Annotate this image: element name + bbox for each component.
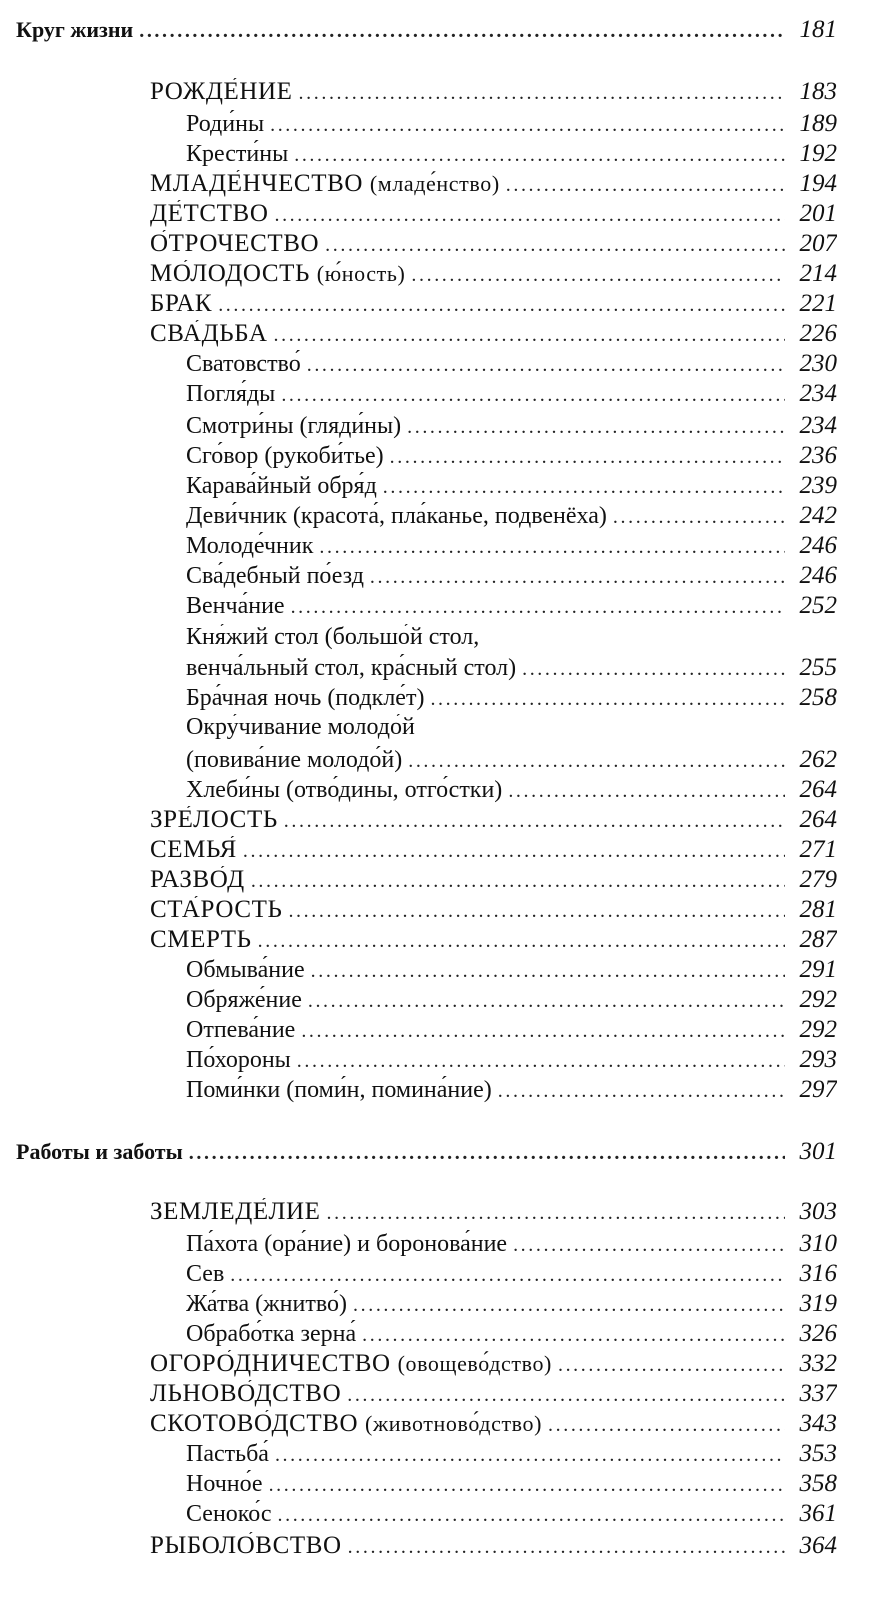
- toc-entry-continued: [186, 714, 837, 741]
- toc-entry: [186, 532, 837, 560]
- dot-leader: [362, 1324, 785, 1347]
- toc-entry: [150, 320, 837, 348]
- toc-page-number: 326: [799, 1320, 837, 1347]
- toc-entry: [150, 1410, 837, 1438]
- dot-leader: [513, 1234, 785, 1257]
- toc-page-number: 361: [799, 1500, 837, 1527]
- dot-leader: [258, 930, 785, 953]
- toc-entry: [150, 896, 837, 924]
- toc-entry: [186, 1016, 837, 1044]
- toc-page-number: 201: [799, 200, 837, 227]
- dot-leader: [353, 1294, 785, 1317]
- toc-entry-title: Роди́ны: [186, 111, 265, 137]
- toc-entry-title: СЕМЬЯ́: [150, 836, 237, 863]
- toc-page-number: 358: [799, 1470, 837, 1497]
- toc-page-number: 194: [799, 170, 837, 197]
- toc-page-number: 258: [799, 684, 837, 711]
- toc-entry: [186, 1260, 837, 1288]
- toc-entry: [186, 412, 837, 440]
- toc-entry-title: Обрабо́тка зерна́: [186, 1321, 357, 1347]
- toc-entry-title: венча́льный стол, кра́сный стол): [186, 655, 517, 681]
- toc-entry-title: Бра́чная ночь (подкле́т): [186, 685, 425, 711]
- toc-page-number: 236: [799, 442, 837, 469]
- toc-page-number: 279: [799, 866, 837, 893]
- dot-leader: [230, 1264, 785, 1287]
- toc-entry-title: ОГОРО́ДНИЧЕСТВО (овощево́дство): [150, 1350, 552, 1377]
- toc-page-number: 287: [799, 926, 837, 953]
- dot-leader: [347, 1384, 785, 1407]
- toc-entry-title: Работы и заботы: [16, 1139, 183, 1164]
- toc-entry-title: Смотри́ны (гляди́ны): [186, 413, 402, 439]
- toc-page-number: 291: [799, 956, 837, 983]
- toc-entry-title: СКОТОВО́ДСТВО (животново́дство): [150, 1410, 543, 1437]
- toc-entry: [150, 78, 837, 106]
- toc-entry: [186, 1320, 837, 1348]
- toc-page-number: 192: [799, 140, 837, 167]
- toc-page-number: 353: [799, 1440, 837, 1467]
- dot-leader: [327, 1202, 785, 1225]
- dot-leader: [251, 870, 785, 893]
- dot-leader: [139, 20, 785, 43]
- toc-entry: [186, 1290, 837, 1318]
- toc-entry: [186, 1440, 837, 1468]
- toc-entry-title: РАЗВО́Д: [150, 866, 245, 893]
- toc-entry-title: Круг жизни: [16, 17, 134, 42]
- toc-page-number: 319: [799, 1290, 837, 1317]
- toc-entry: [186, 1076, 837, 1104]
- toc-entry-title: Жа́тва (жнитво́): [186, 1291, 348, 1317]
- toc-page-number: 221: [799, 290, 837, 317]
- toc-entry-title: Деви́чник (красота́, пла́канье, подвенёха): [186, 503, 607, 529]
- toc-entry-title: МЛАДЕ́НЧЕСТВО (младе́нство): [150, 170, 500, 197]
- dot-leader: [270, 114, 785, 137]
- toc-entry-title: Сеноко́с: [186, 1501, 272, 1527]
- toc-entry-title: Пастьба́: [186, 1441, 269, 1467]
- toc-entry: [186, 350, 837, 378]
- toc-entry-title: СМЕРТЬ: [150, 926, 252, 953]
- toc-page-number: 246: [799, 532, 837, 559]
- toc-entry-title: По́хороны: [186, 1047, 291, 1073]
- dot-leader: [294, 144, 785, 167]
- toc-page-number: 292: [799, 986, 837, 1013]
- toc-page-number: 207: [799, 230, 837, 257]
- dot-leader: [299, 82, 785, 105]
- toc-entry: [186, 746, 837, 774]
- toc-entry-title: Сва́дебный по́езд: [186, 563, 364, 589]
- toc-entry-title: Крести́ны: [186, 141, 289, 167]
- toc-page-number: 364: [799, 1532, 837, 1559]
- toc-entry: [186, 654, 837, 682]
- toc-entry: [186, 502, 837, 530]
- toc-page-number: 271: [799, 836, 837, 863]
- toc-entry-title: Ночно́е: [186, 1471, 263, 1497]
- dot-leader: [269, 1474, 785, 1497]
- toc-entry: [150, 230, 837, 258]
- toc-page-number: 262: [799, 746, 837, 773]
- toc-page-number: 234: [799, 412, 837, 439]
- toc-entry: [150, 290, 837, 318]
- toc-entry: [186, 472, 837, 500]
- dot-leader: [278, 1504, 786, 1527]
- toc-entry-title: Окру́чивание молодо́й: [186, 714, 415, 740]
- toc-entry-title: РОЖДЕ́НИЕ: [150, 78, 293, 105]
- dot-leader: [613, 506, 785, 529]
- toc-entry-title: СВА́ДЬБА: [150, 320, 268, 347]
- dot-leader: [408, 750, 785, 773]
- toc-page-number: 303: [799, 1198, 837, 1225]
- dot-leader: [348, 1536, 785, 1559]
- dot-leader: [319, 536, 785, 559]
- toc-entry: [150, 170, 837, 198]
- dot-leader: [508, 780, 785, 803]
- toc-entry-title: РЫБОЛО́ВСТВО: [150, 1532, 342, 1559]
- toc-page-number: 242: [799, 502, 837, 529]
- toc-entry: [186, 1046, 837, 1074]
- toc-page-number: 337: [799, 1380, 837, 1407]
- dot-leader: [307, 354, 785, 377]
- toc-entry: [186, 562, 837, 590]
- dot-leader: [558, 1354, 785, 1377]
- toc-entry-title: Отпева́ние: [186, 1017, 296, 1043]
- toc-entry-title: ЗРЕ́ЛОСТЬ: [150, 806, 278, 833]
- toc-entry-title: СТА́РОСТЬ: [150, 896, 283, 923]
- toc-entry-title: ЗЕМЛЕДЕ́ЛИЕ: [150, 1198, 321, 1225]
- toc-section-heading: [16, 1138, 837, 1166]
- toc-entry: [150, 1380, 837, 1408]
- toc-section-heading: [16, 16, 837, 44]
- toc-entry: [186, 1470, 837, 1498]
- dot-leader: [274, 324, 785, 347]
- toc-page-number: 343: [799, 1410, 837, 1437]
- toc-entry-title: Молоде́чник: [186, 533, 314, 559]
- dot-leader: [325, 234, 785, 257]
- toc-entry-continued: [186, 624, 837, 651]
- toc-entry-title: Па́хота (ора́ние) и боронова́ние: [186, 1231, 508, 1257]
- toc-entry-title: (повива́ние молодо́й): [186, 747, 403, 773]
- dot-leader: [311, 960, 785, 983]
- dot-leader: [548, 1414, 785, 1437]
- toc-entry-title: Обряже́ние: [186, 987, 302, 1013]
- toc-page-number: 226: [799, 320, 837, 347]
- toc-entry-title: БРАК: [150, 290, 213, 317]
- toc-entry-title: Поми́нки (поми́н, помина́ние): [186, 1077, 492, 1103]
- dot-leader: [407, 416, 785, 439]
- toc-entry: [186, 956, 837, 984]
- toc-entry: [186, 684, 837, 712]
- dot-leader: [218, 294, 785, 317]
- dot-leader: [301, 1020, 785, 1043]
- toc-page-number: 293: [799, 1046, 837, 1073]
- toc-page-number: 255: [799, 654, 837, 681]
- toc-entry-title: Сватовство́: [186, 351, 301, 377]
- dot-leader: [288, 900, 785, 923]
- toc-entry-title: ЛЬНОВО́ДСТВО: [150, 1380, 342, 1407]
- dot-leader: [189, 1142, 785, 1165]
- toc-entry: [150, 260, 837, 288]
- dot-leader: [506, 174, 785, 197]
- toc-entry: [150, 806, 837, 834]
- toc-entry: [150, 200, 837, 228]
- toc-entry: [186, 592, 837, 620]
- toc-page-number: 252: [799, 592, 837, 619]
- toc-page-number: 316: [799, 1260, 837, 1287]
- dot-leader: [411, 264, 785, 287]
- dot-leader: [370, 566, 785, 589]
- toc-page-number: 183: [799, 78, 837, 105]
- toc-page-number: 189: [799, 110, 837, 137]
- dot-leader: [284, 810, 785, 833]
- dot-leader: [498, 1080, 785, 1103]
- dot-leader: [274, 204, 785, 227]
- dot-leader: [308, 990, 785, 1013]
- dot-leader: [430, 688, 785, 711]
- dot-leader: [383, 476, 785, 499]
- dot-leader: [291, 596, 785, 619]
- toc-entry: [186, 986, 837, 1014]
- toc-entry: [186, 776, 837, 804]
- toc-entry-title: МО́ЛОДОСТЬ (ю́ность): [150, 260, 406, 287]
- toc-page-number: 234: [799, 380, 837, 407]
- toc-page-number: 297: [799, 1076, 837, 1103]
- toc-entry: [186, 1230, 837, 1258]
- toc-page-number: 239: [799, 472, 837, 499]
- toc-entry: [150, 866, 837, 894]
- toc-page-number: 181: [799, 16, 837, 43]
- toc-page-number: 301: [799, 1138, 837, 1165]
- dot-leader: [281, 384, 785, 407]
- dot-leader: [243, 840, 785, 863]
- toc-entry: [150, 836, 837, 864]
- toc-entry: [150, 1198, 837, 1226]
- dot-leader: [522, 658, 785, 681]
- toc-page-number: 214: [799, 260, 837, 287]
- toc-entry-title: Обмыва́ние: [186, 957, 305, 983]
- toc-entry-title: Карава́йный обря́д: [186, 473, 377, 499]
- toc-entry-title: Венча́ние: [186, 593, 285, 619]
- toc-page-number: 230: [799, 350, 837, 377]
- toc-entry: [186, 140, 837, 168]
- toc-entry: [150, 1350, 837, 1378]
- toc-page-number: 264: [799, 776, 837, 803]
- toc-page-number: 246: [799, 562, 837, 589]
- toc-entry: [186, 442, 837, 470]
- toc-entry-title: Сго́вор (рукоби́тье): [186, 443, 384, 469]
- toc-entry-title: О́ТРОЧЕСТВО: [150, 230, 320, 257]
- toc-entry: [186, 1500, 837, 1528]
- toc-entry: [186, 380, 837, 408]
- dot-leader: [390, 446, 785, 469]
- toc-page-number: 310: [799, 1230, 837, 1257]
- toc-entry-title: Кня́жий стол (большо́й стол,: [186, 624, 480, 650]
- toc-entry-title: Сев: [186, 1261, 225, 1287]
- toc-page-number: 264: [799, 806, 837, 833]
- toc-entry: [150, 926, 837, 954]
- toc-entry-title: Погля́ды: [186, 381, 276, 407]
- dot-leader: [297, 1050, 785, 1073]
- toc-entry: [186, 110, 837, 138]
- toc-entry: [150, 1532, 837, 1560]
- toc-page-number: 281: [799, 896, 837, 923]
- dot-leader: [275, 1444, 785, 1467]
- toc-page-number: 332: [799, 1350, 837, 1377]
- toc-entry-title: Хлеби́ны (отво́дины, отго́стки): [186, 777, 503, 803]
- toc-page-number: 292: [799, 1016, 837, 1043]
- toc-entry-title: ДЕ́ТСТВО: [150, 200, 269, 227]
